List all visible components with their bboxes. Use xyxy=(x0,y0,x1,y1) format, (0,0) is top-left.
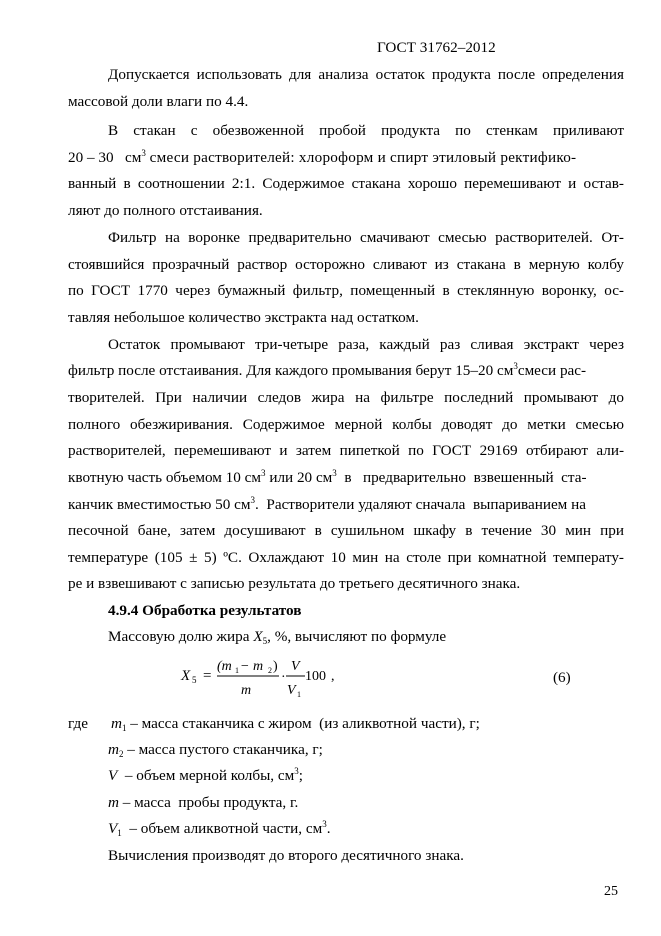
paragraph-line: стоявшийся прозрачный раствор осторожно сливают из стакана в мерную колбу xyxy=(68,256,624,273)
variable: X xyxy=(253,628,263,645)
text-run: смеси рас- xyxy=(517,362,587,379)
formula-den-v: V xyxy=(287,683,296,698)
text-run: ; xyxy=(298,767,303,784)
subscript: 5 xyxy=(262,636,268,646)
volume-range: 20 – 30 xyxy=(68,149,114,166)
paragraph-line: по ГОСТ 1770 через бумажный фильтр, помещенный в стеклянную воронку, ос- xyxy=(68,282,624,299)
text-run: – объем мерной колбы, см xyxy=(117,767,295,784)
superscript: 3 xyxy=(332,468,337,478)
formula-num-sub1: 1 xyxy=(235,666,239,675)
subscript: 1 xyxy=(121,723,127,733)
text-run: – масса стаканчика с жиром (из аликвотной части), г; xyxy=(126,715,480,732)
formula-num-sub2: 2 xyxy=(268,666,272,675)
formula-num-open: (m xyxy=(217,659,232,674)
paragraph-line: В стакан с обезвоженной пробой продукта по стенкам приливают xyxy=(108,122,624,139)
formula-svg xyxy=(175,654,375,704)
superscript: 3 xyxy=(294,766,299,776)
text-run: – масса пробы продукта, г. xyxy=(118,794,299,811)
where-item xyxy=(111,714,480,735)
text-run: канчик вместимостью 50 см xyxy=(68,496,251,513)
paragraph-line: ванный в соотношении 2:1. Содержимое стакана хорошо перемешивают и остав- xyxy=(68,175,624,192)
text-run: квотную часть объемом 10 см xyxy=(68,469,262,486)
superscript: 3 xyxy=(513,361,518,371)
equation-number: (6) xyxy=(553,669,571,686)
text-run: Массовую долю жира xyxy=(108,628,254,645)
text-run: . xyxy=(326,820,331,837)
where-item xyxy=(108,766,303,787)
where-item xyxy=(108,819,331,840)
paragraph-line: ляют до полного отстаивания. xyxy=(68,202,263,219)
formula-dot: · xyxy=(281,670,286,685)
formula-num-minus: − m xyxy=(240,659,264,674)
closing-sentence: Вычисления производят до второго десятичного знака. xyxy=(108,847,464,864)
symbol: m xyxy=(111,715,122,732)
paragraph-line: песочной бане, затем досушивают в сушильном шкафу в течение 30 мин при xyxy=(68,522,624,539)
formula-factor: 100 xyxy=(305,669,326,684)
formula-lhs: X xyxy=(181,668,191,684)
text-run: – объем аликвотной части, см xyxy=(121,820,323,837)
subscript: 1 xyxy=(117,828,122,838)
text-run: смеси растворителей: хлороформ и спирт этиловый ректифико- xyxy=(149,149,577,166)
formula-num-v: V xyxy=(291,659,300,674)
text-run: . Растворители удаляют сначала выпариванием на xyxy=(254,496,586,513)
superscript: 3 xyxy=(250,495,255,505)
symbol: m xyxy=(108,794,119,811)
where-item xyxy=(108,793,298,813)
paragraph-line: полного обезжиривания. Содержимое мерной колбы доводят до метки смесью xyxy=(68,416,624,433)
formula-den-v-sub: 1 xyxy=(297,690,301,699)
paragraph-line: Фильтр на воронке предварительно смачивают смесью растворителей. От- xyxy=(108,229,624,246)
symbol: V xyxy=(108,820,118,837)
symbol: m xyxy=(108,741,119,758)
formula-6 xyxy=(175,654,375,704)
formula-lhs-sub: 5 xyxy=(192,675,197,685)
section-heading: 4.9.4 Обработка результатов xyxy=(108,602,302,619)
paragraph-line xyxy=(68,148,624,169)
paragraph-line xyxy=(68,361,586,382)
formula-num-close: ) xyxy=(273,659,278,674)
symbol: V xyxy=(108,767,118,784)
text-run: – масса пустого стаканчика, г; xyxy=(123,741,323,758)
paragraph-line: ре и взвешивают с записью результата до третьего десятичного знака. xyxy=(68,575,521,592)
where-label: где xyxy=(68,715,88,732)
paragraph-line: Остаток промывают три-четыре раза, каждый раз сливая экстракт через xyxy=(108,336,624,353)
paragraph-line: растворителей, перемешивают и затем пипеткой по ГОСТ 29169 отбирают али- xyxy=(68,442,624,459)
paragraph-line: творителей. При наличии следов жира на фильтре последний промывают до xyxy=(68,389,624,406)
superscript: 3 xyxy=(261,468,266,478)
paragraph-line: температуре (105 ± 5) ºС. Охлаждают 10 мин на столе при комнатной температу- xyxy=(68,549,624,566)
unit: см xyxy=(124,149,142,166)
text-run: или 20 см xyxy=(265,469,333,486)
text-run: в предварительно взвешенный ста- xyxy=(336,469,587,486)
where-item xyxy=(108,740,323,761)
formula-intro xyxy=(108,627,446,648)
superscript: 3 xyxy=(141,148,146,158)
text-run: фильтр после отстаивания. Для каждого промывания берут 15–20 см xyxy=(68,362,514,379)
text-run: , %, вычисляют по формуле xyxy=(267,628,447,645)
subscript: 2 xyxy=(118,749,124,759)
formula-den: m xyxy=(241,683,252,698)
paragraph-line: массовой доли влаги по 4.4. xyxy=(68,93,249,110)
paragraph-line xyxy=(68,468,587,489)
paragraph-line: Допускается использовать для анализа остаток продукта после определения xyxy=(108,66,624,83)
formula-comma: , xyxy=(331,669,335,684)
formula-equals: = xyxy=(203,668,212,684)
paragraph-line xyxy=(68,495,586,516)
document-code: ГОСТ 31762–2012 xyxy=(377,39,496,56)
page-number: 25 xyxy=(604,884,618,899)
paragraph-line: тавляя небольшое количество экстракта над остатком. xyxy=(68,309,419,326)
superscript: 3 xyxy=(322,819,327,829)
